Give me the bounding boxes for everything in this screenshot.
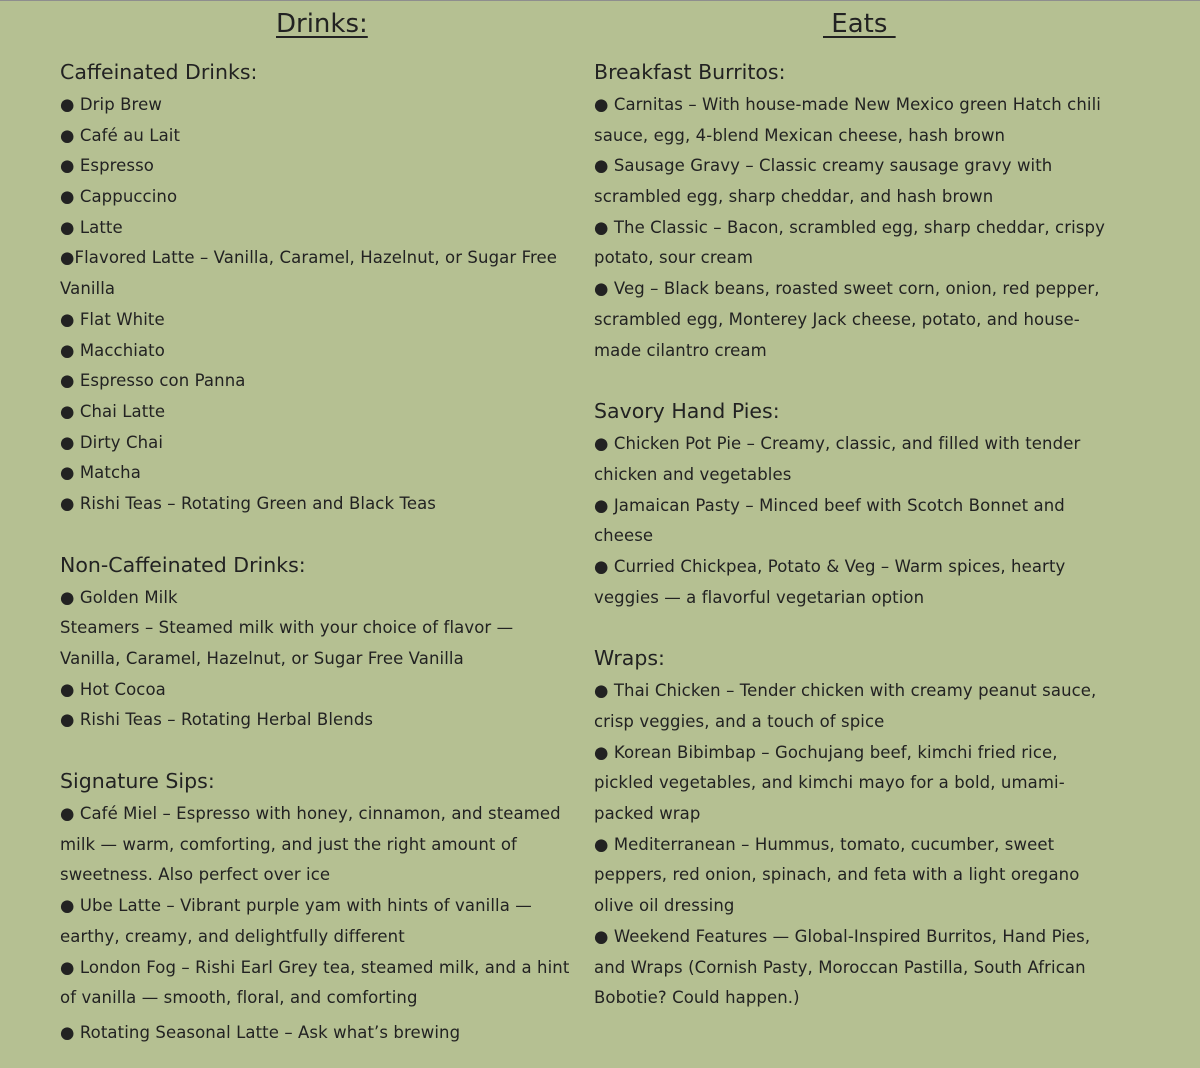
menu-item-line: chicken and vegetables [594, 464, 792, 484]
menu-item-line: pickled vegetables, and kimchi mayo for a bold, umami- [594, 773, 1065, 793]
menu-item-line: ● Rotating Seasonal Latte – Ask what’s brewing [60, 1022, 461, 1042]
caffeinated-drinks-list [60, 90, 585, 520]
menu-item-line: ● Café Miel – Espresso with honey, cinnamon, and steamed [60, 804, 561, 824]
menu-item-line: sauce, egg, 4-blend Mexican cheese, hash brown [594, 125, 1006, 145]
menu-item-line: ● Chai Latte [60, 401, 166, 421]
menu-item-line: ● Rishi Teas – Rotating Herbal Blends [60, 710, 374, 730]
menu-item-line: ● Drip Brew [60, 95, 162, 114]
menu-item-line: packed wrap [594, 804, 701, 824]
menu-item-line: scrambled egg, Monterey Jack cheese, potato, and house- [594, 309, 1080, 329]
menu-item-line: ● Thai Chicken – Tender chicken with creamy peanut sauce, [594, 681, 1097, 701]
menu-item-line: milk — warm, comforting, and just the right amount of [60, 834, 517, 854]
menu-item-line: Bobotie? Could happen.) [594, 988, 800, 1008]
menu-item-line: cheese [594, 526, 654, 546]
menu-item-line: ● Espresso con Panna [60, 371, 246, 391]
menu-item-line: ● Rishi Teas – Rotating Green and Black Teas [60, 493, 436, 513]
breakfast-burritos-list [594, 90, 1154, 366]
menu-item-line: ● Curried Chickpea, Potato & Veg – Warm spices, hearty [594, 556, 1066, 576]
menu-item-line: ● Golden Milk [60, 587, 178, 607]
menu-item-line: olive oil dressing [594, 896, 735, 916]
eats-column [594, 57, 1154, 1014]
non-caffeinated-drinks-list [60, 583, 585, 736]
menu-item-line: ● Hot Cocoa [60, 679, 166, 699]
menu-item-line: ● Weekend Features — Global-Inspired Burritos, Hand Pies, [594, 926, 1091, 946]
menu-item-line: earthy, creamy, and delightfully different [60, 926, 405, 946]
savory-hand-pies-list [594, 429, 1154, 613]
menu-item-line: veggies — a flavorful vegetarian option [594, 587, 925, 607]
menu-item-line: ● Veg – Black beans, roasted sweet corn, onion, red pepper, [594, 279, 1100, 299]
non-caffeinated-drinks-heading: Non-Caffeinated Drinks: [60, 552, 306, 577]
menu-item-line: of vanilla — smooth, floral, and comforting [60, 988, 418, 1008]
menu-item-line: ●Flavored Latte – Vanilla, Caramel, Hazelnut, or Sugar Free [60, 248, 557, 268]
menu-item-line: ● Matcha [60, 463, 141, 483]
menu-item-line: Steamers – Steamed milk with your choice of flavor — [60, 618, 514, 638]
signature-sips-list [60, 799, 585, 1014]
menu-item-line: ● Macchiato [60, 340, 165, 360]
menu-item-line: ● The Classic – Bacon, scrambled egg, sharp cheddar, crispy [594, 217, 1105, 237]
savory-hand-pies-heading: Savory Hand Pies: [594, 399, 780, 424]
menu-item-line: ● London Fog – Rishi Earl Grey tea, steamed milk, and a hint [60, 957, 570, 977]
menu-item-line: peppers, red onion, spinach, and feta with a light oregano [594, 865, 1080, 885]
menu-item-line: ● Jamaican Pasty – Minced beef with Scotch Bonnet and [594, 495, 1065, 515]
caffeinated-drinks-heading: Caffeinated Drinks: [60, 60, 258, 84]
drinks-column [60, 57, 585, 1049]
menu-item-line: sweetness. Also perfect over ice [60, 865, 331, 885]
drinks-column-title: Drinks: [276, 9, 368, 39]
menu-item-line: and Wraps (Cornish Pasty, Moroccan Pastilla, South African [594, 957, 1086, 977]
menu-item-line: scrambled egg, sharp cheddar, and hash brown [594, 187, 994, 207]
menu-item-line: ● Ube Latte – Vibrant purple yam with hints of vanilla — [60, 896, 532, 916]
menu-item-line: ● Latte [60, 217, 123, 237]
menu-item-line: ● Sausage Gravy – Classic creamy sausage gravy with [594, 156, 1053, 176]
menu-item-line: ● Mediterranean – Hummus, tomato, cucumber, sweet [594, 834, 1055, 854]
menu-item-line: made cilantro cream [594, 340, 767, 360]
breakfast-burritos-heading: Breakfast Burritos: [594, 60, 786, 84]
menu-item-line: ● Chicken Pot Pie – Creamy, classic, and filled with tender [594, 434, 1081, 454]
wraps-heading: Wraps: [594, 646, 665, 671]
menu-item-line: crisp veggies, and a touch of spice [594, 712, 885, 731]
menu-item-line: ● Dirty Chai [60, 432, 164, 452]
menu-item-line: Vanilla [60, 279, 116, 299]
eats-column-title: Eats [823, 9, 896, 39]
menu-item-line: ● Carnitas – With house-made New Mexico green Hatch chili [594, 95, 1101, 114]
menu-item-line: potato, sour cream [594, 248, 754, 268]
menu-item-line: Vanilla, Caramel, Hazelnut, or Sugar Free Vanilla [60, 649, 464, 668]
menu-item-line: ● Flat White [60, 309, 165, 329]
menu-item-line: ● Café au Lait [60, 125, 181, 145]
menu-item-line: ● Korean Bibimbap – Gochujang beef, kimchi fried rice, [594, 742, 1058, 762]
menu-item-line: ● Cappuccino [60, 187, 178, 207]
wraps-list [594, 676, 1154, 1014]
signature-sips-heading: Signature Sips: [60, 769, 215, 794]
menu-item-line: ● Espresso [60, 156, 154, 176]
